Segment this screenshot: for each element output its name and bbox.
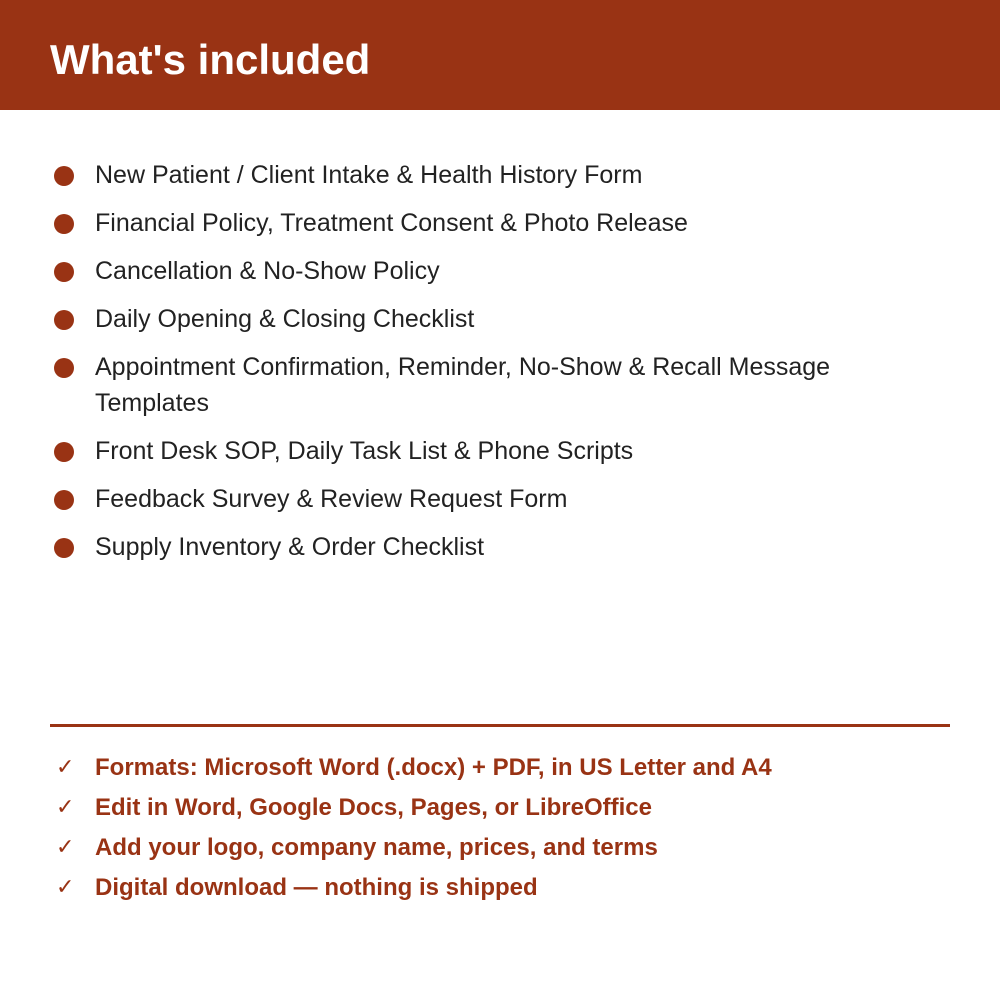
check-icon: ✓ (56, 875, 75, 900)
check-icon: ✓ (56, 835, 75, 860)
features-list (0, 748, 1000, 908)
list-item (0, 205, 875, 241)
check-icon: ✓ (56, 795, 75, 820)
list-item-label: New Patient / Client Intake & Health History Form (95, 161, 643, 189)
list-item (0, 301, 875, 337)
list-item-label: Daily Opening & Closing Checklist (95, 305, 475, 333)
list-item (0, 157, 875, 193)
bullet-icon (54, 262, 74, 282)
feature-item (0, 868, 1000, 908)
bullet-icon (54, 490, 74, 510)
list-item-label: Cancellation & No-Show Policy (95, 257, 440, 285)
list-item (0, 529, 875, 565)
feature-label: Edit in Word, Google Docs, Pages, or LibreOffice (95, 794, 652, 821)
list-item-label: Front Desk SOP, Daily Task List & Phone Scripts (95, 437, 634, 465)
list-item (0, 433, 875, 469)
page-title: What's included (50, 36, 371, 83)
section-divider (50, 724, 950, 727)
list-item-label: Appointment Confirmation, Reminder, No-Show & Recall Message Templates (95, 353, 831, 417)
bullet-icon (54, 166, 74, 186)
list-item-label: Feedback Survey & Review Request Form (95, 485, 568, 513)
feature-label: Formats: Microsoft Word (.docx) + PDF, in US Letter and A4 (95, 754, 772, 781)
list-item (0, 349, 875, 421)
bullet-icon (54, 538, 74, 558)
list-item-label: Financial Policy, Treatment Consent & Photo Release (95, 209, 688, 237)
header-banner (0, 0, 1000, 110)
list-item-label: Supply Inventory & Order Checklist (95, 533, 485, 561)
feature-label: Add your logo, company name, prices, and terms (95, 834, 658, 861)
bullet-icon (54, 310, 74, 330)
bullet-icon (54, 442, 74, 462)
bullet-icon (54, 214, 74, 234)
list-item (0, 253, 875, 289)
feature-label: Digital download — nothing is shipped (95, 874, 538, 901)
list-item (0, 481, 875, 517)
bullet-icon (54, 358, 74, 378)
feature-item (0, 788, 1000, 828)
feature-item (0, 828, 1000, 868)
included-items-list (0, 157, 1000, 577)
feature-item (0, 748, 1000, 788)
check-icon: ✓ (56, 755, 75, 780)
